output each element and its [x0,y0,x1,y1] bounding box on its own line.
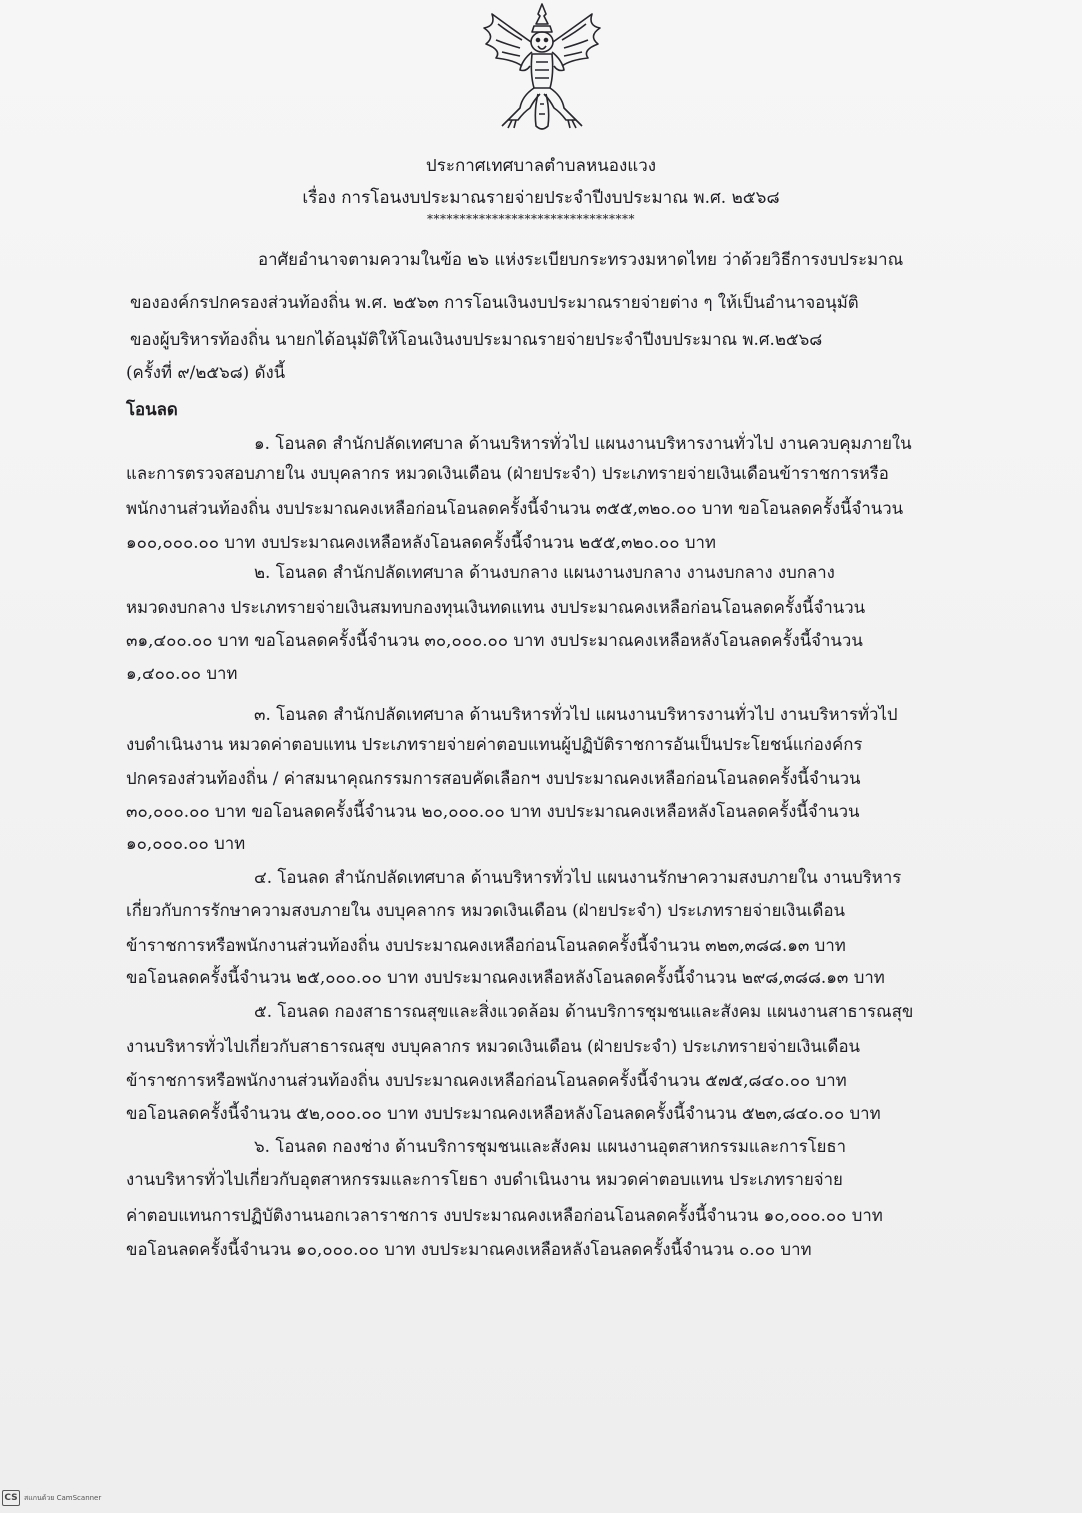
item-line: พนักงานส่วนท้องถิ่น งบประมาณคงเหลือก่อนโอนลดครั้งนี้จำนวน ๓๕๕,๓๒๐.๐๐ บาท ขอโอนลดครั้งนี้จำนวน [126,498,904,518]
item-line: ๖. โอนลด กองช่าง ด้านบริการชุมชนและสังคม แผนงานอุตสาหกรรมและการโยธา [254,1136,847,1156]
item-line: ขอโอนลดครั้งนี้จำนวน ๑๐,๐๐๐.๐๐ บาท งบประมาณคงเหลือหลังโอนลดครั้งนี้จำนวน ๐.๐๐ บาท [126,1239,812,1259]
item-line: ๔. โอนลด สำนักปลัดเทศบาล ด้านบริหารทั่วไป แผนงานรักษาความสงบภายใน งานบริหาร [254,867,902,887]
item-line: ข้าราชการหรือพนักงานส่วนท้องถิ่น งบประมาณคงเหลือก่อนโอนลดครั้งนี้จำนวน ๕๗๕,๘๔๐.๐๐ บาท [126,1070,847,1090]
garuda-emblem-icon [462,0,622,140]
item-line: ๒. โอนลด สำนักปลัดเทศบาล ด้านงบกลาง แผนงานงบกลาง งานงบกลาง งบกลาง [254,562,835,582]
document-subject: เรื่อง การโอนงบประมาณรายจ่ายประจำปีงบประมาณ พ.ศ. ๒๕๖๘ [302,188,780,208]
item-line: ปกครองส่วนท้องถิ่น / ค่าสมนาคุณกรรมการสอบคัดเลือกฯ งบประมาณคงเหลือก่อนโอนลดครั้งนี้จำนวน [126,768,861,788]
item-line: งบดำเนินงาน หมวดค่าตอบแทน ประเภทรายจ่ายค่าตอบแทนผู้ปฏิบัติราชการอันเป็นประโยชน์แก่องค์กร [126,734,863,754]
intro-line: ขององค์กรปกครองส่วนท้องถิ่น พ.ศ. ๒๕๖๓ การโอนเงินงบประมาณรายจ่ายต่าง ๆ ให้เป็นอำนาจอนุมัติ [130,292,859,312]
section-heading: โอนลด [126,399,178,419]
item-line: ๑. โอนลด สำนักปลัดเทศบาล ด้านบริหารทั่วไป แผนงานบริหารงานทั่วไป งานควบคุมภายใน [254,433,912,453]
camscanner-icon: CS [2,1490,20,1506]
intro-line: (ครั้งที่ ๙/๒๕๖๘) ดังนี้ [126,362,286,382]
intro-line: อาศัยอำนาจตามความในข้อ ๒๖ แห่งระเบียบกระทรวงมหาดไทย ว่าด้วยวิธีการงบประมาณ [258,249,904,269]
item-line: หมวดงบกลาง ประเภทรายจ่ายเงินสมทบกองทุนเงินทดแทน งบประมาณคงเหลือก่อนโอนลดครั้งนี้จำนวน [126,597,866,617]
item-line: และการตรวจสอบภายใน งบบุคลากร หมวดเงินเดือน (ฝ่ายประจำ) ประเภทรายจ่ายเงินเดือนข้าราชการหรือ [126,463,889,483]
separator-stars: ******************************** [427,212,635,226]
scanner-watermark [2,1490,101,1506]
intro-line: ของผู้บริหารท้องถิ่น นายกได้อนุมัติให้โอนเงินงบประมาณรายจ่ายประจำปีงบประมาณ พ.ศ.๒๕๖๘ [130,329,823,349]
item-line: งานบริหารทั่วไปเกี่ยวกับสาธารณสุข งบบุคลากร หมวดเงินเดือน (ฝ่ายประจำ) ประเภทรายจ่ายเงินเดือน [126,1036,860,1056]
item-line: ๕. โอนลด กองสาธารณสุขและสิ่งแวดล้อม ด้านบริการชุมชนและสังคม แผนงานสาธารณสุข [254,1001,914,1021]
item-line: ๓๐,๐๐๐.๐๐ บาท ขอโอนลดครั้งนี้จำนวน ๒๐,๐๐๐.๐๐ บาท งบประมาณคงเหลือหลังโอนลดครั้งนี้จำนวน [126,801,860,821]
item-line: ขอโอนลดครั้งนี้จำนวน ๕๒,๐๐๐.๐๐ บาท งบประมาณคงเหลือหลังโอนลดครั้งนี้จำนวน ๕๒๓,๘๔๐.๐๐ บาท [126,1103,881,1123]
item-line: ๑๐,๐๐๐.๐๐ บาท [126,833,246,853]
item-line: ข้าราชการหรือพนักงานส่วนท้องถิ่น งบประมาณคงเหลือก่อนโอนลดครั้งนี้จำนวน ๓๒๓,๓๘๘.๑๓ บาท [126,935,846,955]
item-line: ค่าตอบแทนการปฏิบัติงานนอกเวลาราชการ งบประมาณคงเหลือก่อนโอนลดครั้งนี้จำนวน ๑๐,๐๐๐.๐๐ บาท [126,1205,883,1225]
item-line: เกี่ยวกับการรักษาความสงบภายใน งบบุคลากร หมวดเงินเดือน (ฝ่ายประจำ) ประเภทรายจ่ายเงินเดือน [126,900,845,920]
item-line: ๓. โอนลด สำนักปลัดเทศบาล ด้านบริหารทั่วไป แผนงานบริหารงานทั่วไป งานบริหารทั่วไป [254,704,898,724]
item-line: ๑,๔๐๐.๐๐ บาท [126,663,238,683]
item-line: ขอโอนลดครั้งนี้จำนวน ๒๕,๐๐๐.๐๐ บาท งบประมาณคงเหลือหลังโอนลดครั้งนี้จำนวน ๒๙๘,๓๘๘.๑๓ บาท [126,967,885,987]
org-name: ประกาศเทศบาลตำบลหนองแวง [425,156,657,176]
item-line: งานบริหารทั่วไปเกี่ยวกับอุตสาหกรรมและการโยธา งบดำเนินงาน หมวดค่าตอบแทน ประเภทรายจ่าย [126,1169,843,1189]
item-line: ๑๐๐,๐๐๐.๐๐ บาท งบประมาณคงเหลือหลังโอนลดครั้งนี้จำนวน ๒๕๕,๓๒๐.๐๐ บาท [126,532,716,552]
item-line: ๓๑,๔๐๐.๐๐ บาท ขอโอนลดครั้งนี้จำนวน ๓๐,๐๐๐.๐๐ บาท งบประมาณคงเหลือหลังโอนลดครั้งนี้จำนวน [126,630,863,650]
scanner-text: สแกนด้วย CamScanner [24,1493,102,1502]
